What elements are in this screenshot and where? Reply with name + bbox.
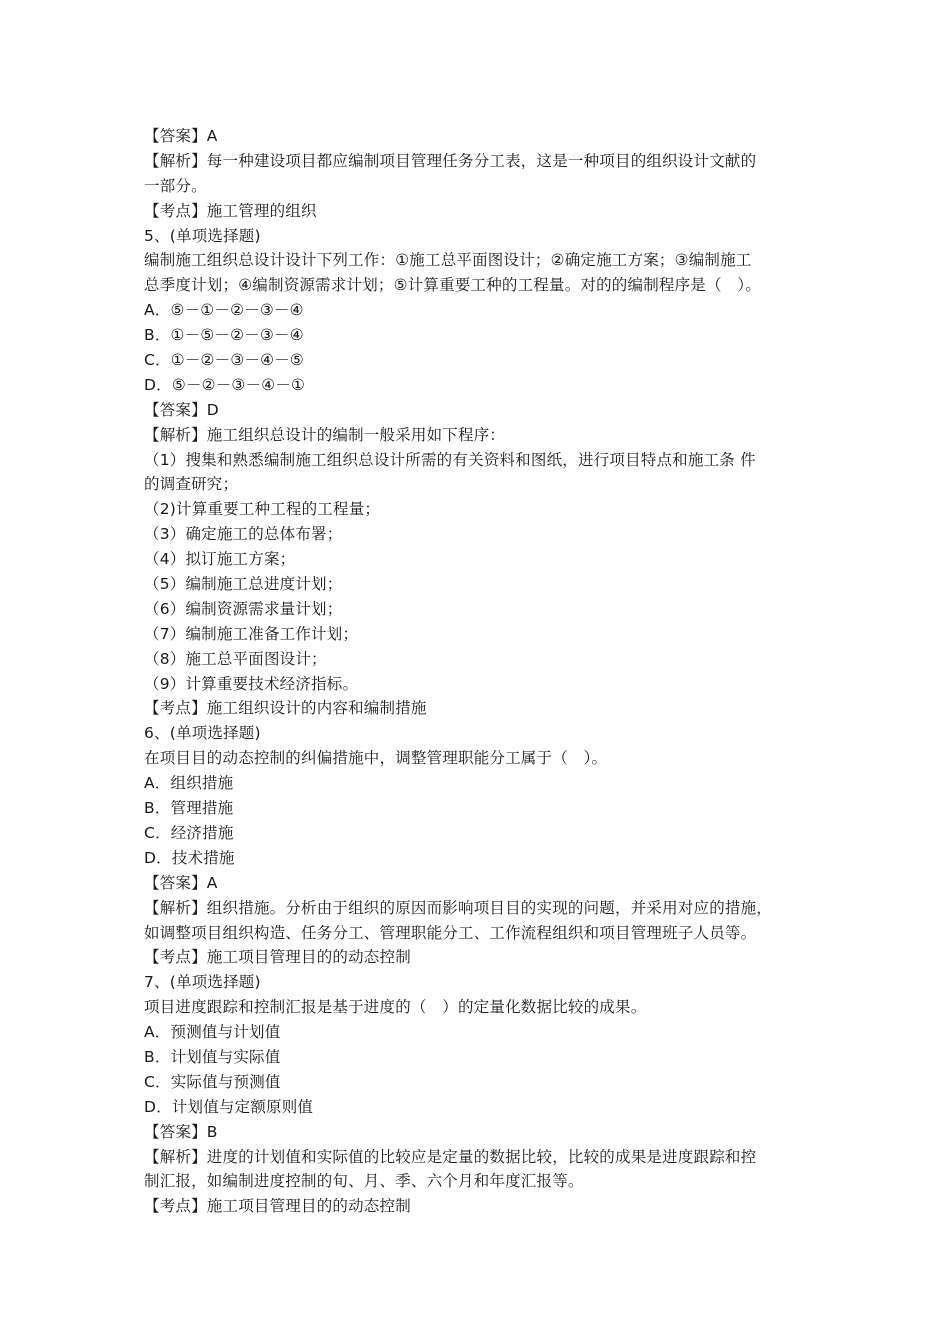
question-number: 6、(单项选择题) <box>144 724 261 743</box>
analysis-line: 如调整项目组织构造、任务分工、管理职能分工、工作流程组织和项目管理班子人员等。 <box>144 923 757 942</box>
option-d: D．计划值与定额原则值 <box>144 1097 314 1116</box>
analysis-line: 制汇报，如编制进度控制的旬、月、季、六个月和年度汇报等。 <box>144 1172 584 1191</box>
option-d: D．技术措施 <box>144 848 235 867</box>
analysis-step: （3）确定施工的总体布署； <box>144 525 343 544</box>
analysis-line: 【解析】组织措施。分析由于组织的原因而影响项目目的实现的问题，并采用对应的措施， <box>144 898 773 917</box>
option-c: C．①－②－③－④－⑤ <box>144 351 305 370</box>
option-a: A．预测值与计划值 <box>144 1023 281 1042</box>
option-b: B．计划值与实际值 <box>144 1047 281 1066</box>
question-text: 编制施工组织总设计设计下列工作：①施工总平面图设计；②确定施工方案；③编制施工 <box>144 251 752 270</box>
question-number: 7、(单项选择题) <box>144 973 261 992</box>
answer-line: 【答案】A <box>144 127 218 145</box>
answer-line: 【答案】D <box>144 400 219 419</box>
analysis-line: 【解析】每一种建设项目都应编制项目管理任务分工表，这是一种项目的组织设计文献的 <box>144 151 757 170</box>
answer-line: 【答案】B <box>144 1122 218 1141</box>
analysis-step: （4）拟订施工方案； <box>144 550 296 569</box>
analysis-step: （8）施工总平面图设计； <box>144 649 327 668</box>
analysis-step: （2)计算重要工种工程的工程量； <box>144 500 381 519</box>
question-text: 项目进度跟踪和控制汇报是基于进度的（ ）的定量化数据比较的成果。 <box>144 998 647 1017</box>
analysis-step: （5）编制施工总进度计划； <box>144 575 343 594</box>
question-text: 总季度计划；④编制资源需求计划；⑤计算重要工种的工程量。对的的编制程序是（ ）。 <box>144 276 762 295</box>
analysis-line: 一部分。 <box>144 176 207 195</box>
topic-line: 【考点】施工项目管理目的的动态控制 <box>144 1197 411 1216</box>
analysis-step: （9）计算重要技术经济指标。 <box>144 674 359 693</box>
analysis-step: （1）搜集和熟悉编制施工组织总设计所需的有关资料和图纸，进行项目特点和施工条 件 <box>144 450 756 469</box>
analysis-line: 【解析】施工组织总设计的编制一般采用如下程序： <box>144 425 506 444</box>
analysis-step: 的调查研究； <box>144 475 239 494</box>
option-b: B．管理措施 <box>144 799 234 818</box>
option-a: A．⑤－①－②－③－④ <box>144 301 304 320</box>
analysis-line: 【解析】进度的计划值和实际值的比较应是定量的数据比较，比较的成果是进度跟踪和控 <box>144 1147 757 1166</box>
analysis-step: （6）编制资源需求量计划； <box>144 599 343 618</box>
document-page <box>144 124 816 1219</box>
option-c: C．实际值与预测值 <box>144 1072 281 1091</box>
topic-line: 【考点】施工管理的组织 <box>144 201 317 220</box>
topic-line: 【考点】施工项目管理目的的动态控制 <box>144 948 411 967</box>
answer-line: 【答案】A <box>144 873 218 892</box>
question-text: 在项目目的动态控制的纠偏措施中，调整管理职能分工属于（ ）。 <box>144 749 608 768</box>
option-a: A．组织措施 <box>144 774 234 793</box>
topic-line: 【考点】施工组织设计的内容和编制措施 <box>144 699 427 718</box>
option-c: C．经济措施 <box>144 823 234 842</box>
option-d: D．⑤－②－③－④－① <box>144 375 306 394</box>
option-b: B．①－⑤－②－③－④ <box>144 326 304 345</box>
analysis-step: （7）编制施工准备工作计划； <box>144 624 359 643</box>
question-number: 5、(单项选择题) <box>144 226 261 245</box>
